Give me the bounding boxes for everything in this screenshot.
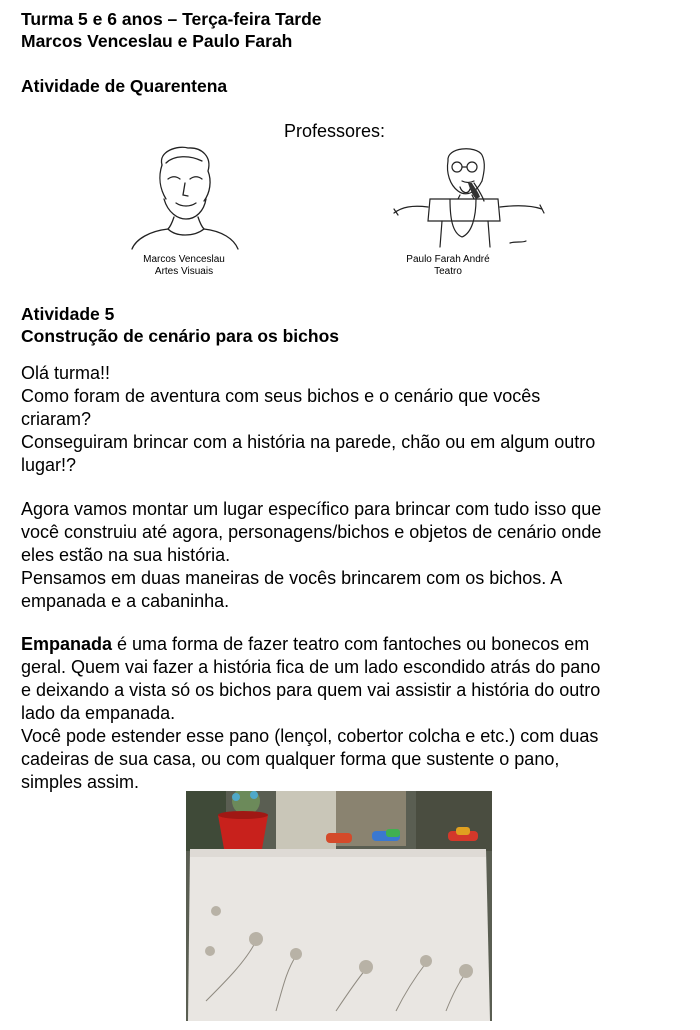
text-line: lugar!? — [21, 455, 77, 475]
paragraph-intro — [21, 362, 595, 477]
text-line: geral. Quem vai fazer a história fica de um lado escondido atrás do pano — [21, 657, 601, 677]
empanada-photo — [186, 791, 492, 1021]
text-line: Você pode estender esse pano (lençol, cobertor colcha e etc.) com duas — [21, 726, 599, 746]
text-line: e deixando a vista só os bichos para quem vai assistir a história do outro — [21, 680, 601, 700]
teacher-name: Marcos Venceslau — [143, 254, 225, 265]
teacher-role: Teatro — [434, 266, 462, 277]
header-line-2: Marcos Venceslau e Paulo Farah — [21, 31, 293, 51]
paragraph-empanada — [21, 633, 600, 794]
text-line — [21, 633, 600, 656]
text-fragment: é uma forma de fazer teatro com fantoches ou bonecos em — [112, 634, 590, 654]
teacher-caption-paulo — [378, 254, 518, 278]
activity-subtitle: Construção de cenário para os bichos — [21, 326, 339, 346]
teacher-name: Paulo Farah André — [406, 254, 490, 265]
text-line: Olá turma!! — [21, 363, 111, 383]
teacher-paulo-drawing — [390, 143, 546, 251]
paragraph-setup — [21, 498, 601, 613]
professors-label: Professores: — [284, 121, 386, 141]
text-line: Pensamos em duas maneiras de vocês brincarem com os bichos. A — [21, 568, 563, 588]
text-line: empanada e a cabaninha. — [21, 591, 230, 611]
empanada-photo-illustration — [186, 791, 492, 1021]
text-line: você construiu até agora, personagens/bichos e objetos de cenário onde — [21, 522, 602, 542]
activity-title: Atividade 5 — [21, 304, 115, 324]
text-line: lado da empanada. — [21, 703, 176, 723]
empanada-term: Empanada — [21, 634, 113, 654]
teacher-caption-marcos — [114, 254, 254, 278]
teacher-role: Artes Visuais — [154, 266, 214, 277]
text-line: Como foram de aventura com seus bichos e o cenário que vocês — [21, 386, 541, 406]
teacher-marcos-drawing — [128, 143, 240, 251]
text-line: Agora vamos montar um lugar específico para brincar com tudo isso que — [21, 499, 602, 519]
subtitle: Atividade de Quarentena — [21, 76, 228, 96]
text-line: eles estão na sua história. — [21, 545, 231, 565]
text-line: simples assim. — [21, 772, 140, 792]
header-line-1: Turma 5 e 6 anos – Terça-feira Tarde — [21, 9, 322, 29]
text-line: criaram? — [21, 409, 92, 429]
text-line: cadeiras de sua casa, ou com qualquer forma que sustente o pano, — [21, 749, 560, 769]
text-line: Conseguiram brincar com a história na parede, chão ou em algum outro — [21, 432, 596, 452]
